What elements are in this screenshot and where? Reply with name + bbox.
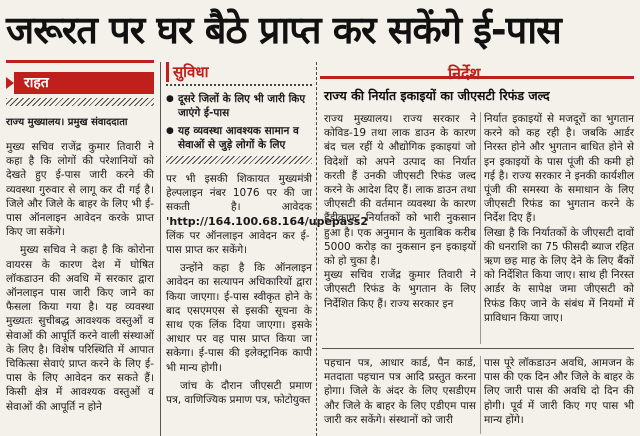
byline: राज्य मुख्यालय। प्रमुख संवाददाता [6,117,128,128]
middle-column [166,62,368,412]
middle-paragraph-3: जांच के दौरान जीएसटी प्रमाण पत्र, वाणिज्यिक प्रमाण पत्र, फोटोयुक्त [166,379,312,407]
middle-paragraph-1-end: लिंक पर ऑनलाइन आवेदन कर ई-पास प्राप्त कर सकेंगे। [166,229,310,257]
highlight-item: ● दूसरे जिलों के लिए भी जारी किए जाएंगे ई-पास [166,92,312,120]
section-tag-nirdesh: निर्देश [448,64,481,83]
bottom-text-col2: पास पूरे लॉकडाउन अवधि, आमजन के पास की एक दिन और जिले के बाहर के लिए जारी पास की अवधि दो दिन की होगी। पूर्व में जारी किए गए पास भी मान्य होंगे। [484,357,634,426]
middle-paragraph-2: उन्होंने कहा है कि ऑनलाइन आवेदन का सत्यापन अधिकारियों द्वारा किया जाएगा। ई-पास स्वीकृत होने के बाद एसएमएस से इसकी सूचना के साथ एक लिंक दिया जाएगा। इसके आधार पर वह पास प्राप्त किया जा सकेगा। ई-पास की इलेक्ट्रानिक कापी भी मान्य होगी। [166,262,312,374]
section-tag-raahat: राहत [14,72,154,94]
left-paragraph-1: मुख्य सचिव राजेंद्र कुमार तिवारी ने कहा है कि लोगों की परेशानियों को देखते हुए ई-पास जारी करने की व्यवस्था गुरुवार से लागू कर दी गई है। जिले और जिले के बाहर के लिए भी ई-पास ऑनलाइन आवेदन करके प्राप्त किए जा सकेंगे। [6,141,154,239]
right-article-col2: निर्यात इकाइयों से मजदूरों का भुगतान करने को कह रही है। जबकि आर्डर निरस्त होने और भुगतान बाधित होने से इन इकाइयों के पास पूंजी की कमी हो गई है। राज्य सरकार ने इनकी कार्यशील पूंजी की समस्या के समाधान के लिए जीएसटी रिफंड का भुगतान करने के निर्देश दिए हैं। लिखा है कि निर्यातकों के जीएसटी दावों की धनराशि का 75 फीसदी ब्याज रहित ऋण छह माह के लिए देने के लिए बैंकों को निर्देशित किया जाए। साथ ही निरस्त आर्डर के सापेक्ष जमा जीएसटी को रिफंड किए जाने के संबंध में नियमों में प्राविधान किया जाए। [484,113,634,324]
highlights-list [166,92,312,152]
subheadline: राज्य की निर्यात इकाइयों का जीएसटी रिफंड जल्द [324,88,550,103]
headline: जरूरत पर घर बैठे प्राप्त कर सकेंगे ई-पास [6,8,561,52]
dashed-column-divider [316,62,317,436]
dotted-divider [166,84,312,86]
left-top-rule [6,60,154,63]
section-tag-suvidha: सुविधा [166,62,312,82]
middle-paragraph-1 [166,172,368,257]
bottom-text-col1: पहचान पत्र, आधार कार्ड, पैन कार्ड, मतदाता पहचान पत्र आदि प्रस्तुत करना होगा। जिले के अंदर के लिए एसडीएम और जिले के बाहर के लिए एडीएम पास जारी कर सकेंगे। संस्थानों को जारी [324,357,476,426]
highlight-item: ● यह व्यवस्था आवश्यक सामान व सेवाओं से जुड़े लोगों के लिए [166,124,312,152]
tag-arrow-icon [6,77,14,89]
bottom-divider [322,348,634,349]
left-paragraph-2: मुख्य सचिव ने कहा है कि कोरोना वायरस के कारण देश में घोषित लॉकडाउन की अवधि में सरकार द्वारा ऑनलाइन पास जारी किए जाने का फैसला किया गया है। यह व्यवस्था मुख्यतः सुचीबद्ध आवश्यक वस्तुओं व सेवाओं की आपूर्ति करने वाली संस्थाओं के लिए है। विशेष परिस्थिति में आपात चिकित्सा सेवाएं प्राप्त करने के लिए ई-पास के लिए आवेदन कर सकते हैं। किसी क्षेत्र में आवश्यक वस्तुओं व सेवाओं की आपूर्ति न होने [6,244,154,413]
right-article-col1: राज्य मुख्यालय। राज्य सरकार ने कोविड-19 तथा लाक डाउन के कारण बंद चल रहीं ये औद्योगिक इकाइयां जो विदेशों को अपने उत्पाद का निर्यात करती हैं उनकी जीएसटी रिफंड जल्द करने के आदेश दिए हैं। लाक डाउन तथा जीएसटी की वर्तमान व्यवस्था के कारण हैंडीक्राफ्ट निर्यातकों को भारी नुकसान हुआ है। एक अनुमान के मुताबिक करीब 5000 करोड़ का नुकसान इन इकाइयों को हो चुका है। मुख्य सचिव राजेंद्र कुमार तिवारी ने जीएसटी रिफंड के भुगतान के लिए निर्देशित किए हैं। राज्य सरकार इन [324,113,476,310]
left-article-text [6,140,154,436]
right-tag-wrap [448,62,480,84]
hatch-divider [6,98,154,106]
middle-paragraph-1-start: पर भी इसकी शिकायत मुख्यमंत्री हेल्पलाइन नंबर 1076 पर की जा सकती है। आवेदक [166,173,312,214]
inner-divider [480,112,481,344]
hatch-divider [166,156,312,164]
left-column [6,72,154,436]
middle-article-text [166,172,368,412]
bottom-inner-divider [480,356,481,434]
column-divider [160,62,161,436]
epass-url: 'http://164.100.68.164/upepass2 [166,214,368,228]
